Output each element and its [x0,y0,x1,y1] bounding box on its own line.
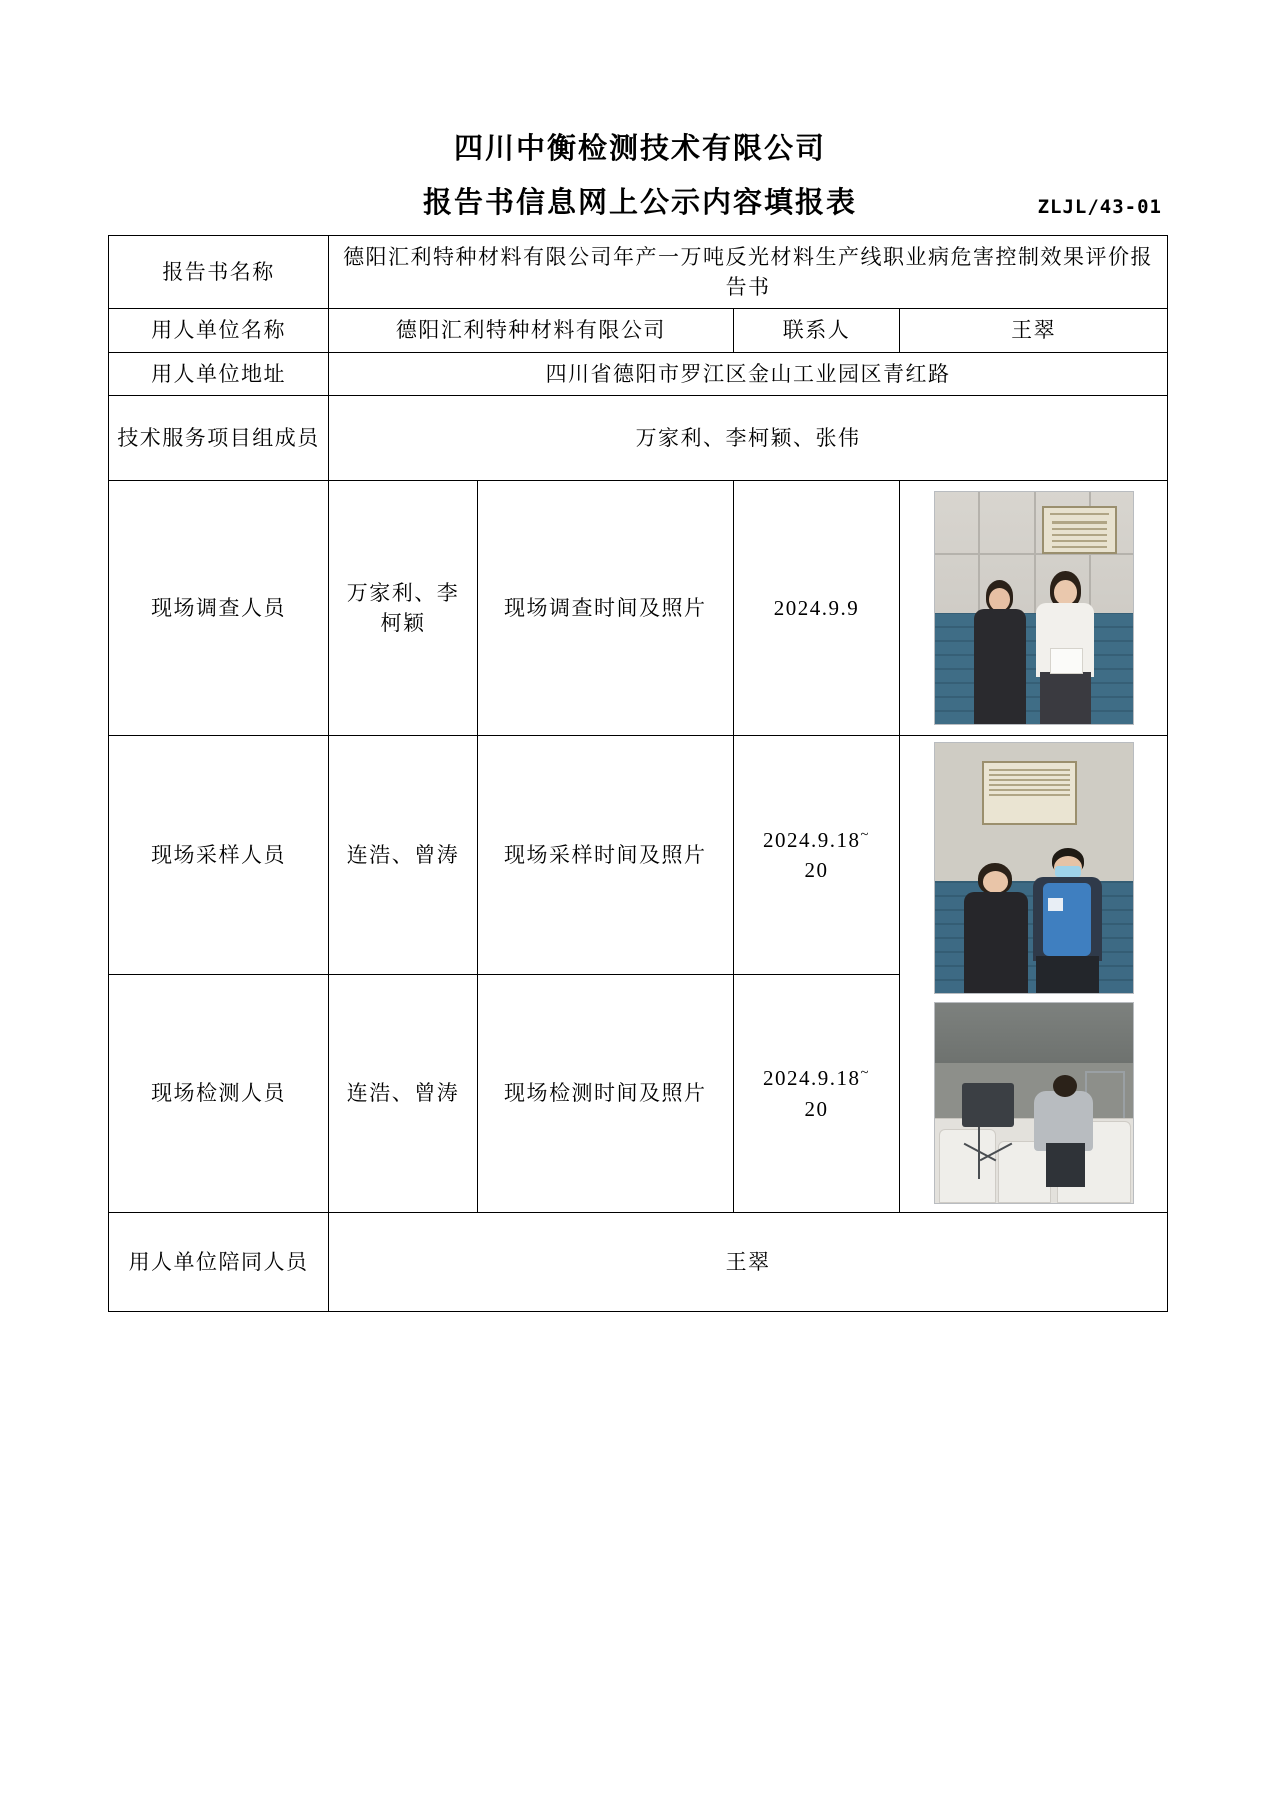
site-sampling-personnel: 连浩、曾涛 [329,736,478,975]
site-sampling-date-end: 20 [804,858,829,882]
site-testing-time-label: 现场检测时间及照片 [477,974,733,1213]
site-sampling-date-sup: ~ [860,826,870,843]
contact-label: 联系人 [733,309,900,352]
employer-name-value: 德阳汇利特种材料有限公司 [329,309,734,352]
site-testing-date-end: 20 [804,1096,829,1121]
accompanying-value: 王翠 [329,1213,1168,1312]
form-title-row [108,180,1172,221]
site-survey-date: 2024.9.9 [733,481,900,736]
form-title: 报告书信息网上公示内容填报表 [422,186,857,219]
site-sampling-date [733,736,900,975]
site-sampling-label: 现场采样人员 [109,736,329,975]
site-testing-photo [934,1002,1134,1204]
site-survey-photo [934,491,1134,725]
site-survey-photo-cell [900,481,1168,736]
employer-name-label: 用人单位名称 [109,309,329,352]
company-title: 四川中衡检测技术有限公司 [453,133,826,165]
table-row-employer-address [109,352,1168,395]
table-row-project-team [109,396,1168,481]
site-survey-label: 现场调查人员 [109,481,329,736]
site-testing-date-sup: ~ [860,1065,870,1082]
site-testing-personnel: 连浩、曾涛 [329,974,478,1213]
report-name-label: 报告书名称 [109,235,329,309]
table-row-site-sampling [109,736,1168,975]
table-row-report-name [109,235,1168,309]
site-survey-personnel: 万家利、李柯颖 [329,481,478,736]
report-name-value: 德阳汇利特种材料有限公司年产一万吨反光材料生产线职业病危害控制效果评价报告书 [329,235,1168,309]
accompanying-label: 用人单位陪同人员 [109,1213,329,1312]
site-testing-label: 现场检测人员 [109,974,329,1213]
site-testing-date-main: 2024.9.18 [762,1066,861,1091]
table-row-accompanying [109,1213,1168,1312]
site-sampling-time-label: 现场采样时间及照片 [477,736,733,975]
site-sampling-photo-cell [900,736,1168,1213]
table-row-site-survey [109,481,1168,736]
site-sampling-photo [934,742,1134,994]
project-team-value: 万家利、李柯颖、张伟 [329,396,1168,481]
public-disclosure-table [108,235,1168,1313]
contact-value: 王翠 [900,309,1168,352]
site-testing-date [733,974,900,1213]
site-survey-time-label: 现场调查时间及照片 [477,481,733,736]
table-row-employer-name [109,309,1168,352]
employer-address-label: 用人单位地址 [109,352,329,395]
employer-address-value: 四川省德阳市罗江区金山工业园区青红路 [329,352,1168,395]
site-sampling-date-main: 2024.9.18 [762,827,861,852]
project-team-label: 技术服务项目组成员 [109,396,329,481]
form-code: ZLJL/43-01 [1037,195,1162,218]
